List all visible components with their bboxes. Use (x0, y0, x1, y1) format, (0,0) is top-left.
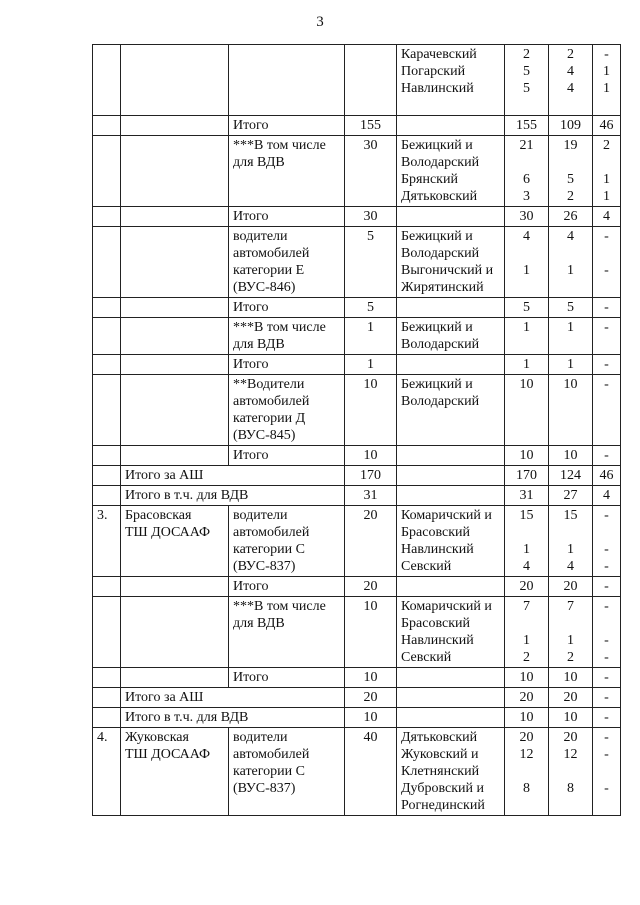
count-b: - (593, 708, 621, 728)
school-name (121, 45, 229, 116)
count-total: 4 1 (505, 227, 549, 298)
plan-total: 31 (345, 486, 397, 506)
count-total: 30 (505, 207, 549, 227)
plan-total: 1 (345, 355, 397, 375)
specialty: водители автомобилей категории С (ВУС-837) (229, 506, 345, 577)
row-number (93, 577, 121, 597)
table-row (93, 136, 621, 207)
table-row (93, 688, 621, 708)
district (397, 355, 505, 375)
district (397, 298, 505, 318)
row-number (93, 298, 121, 318)
plan-total: 10 (345, 375, 397, 446)
school-name (121, 207, 229, 227)
row-number (93, 375, 121, 446)
school-name (121, 446, 229, 466)
count-b: 2 1 1 (593, 136, 621, 207)
plan-total: 20 (345, 506, 397, 577)
school-name (121, 136, 229, 207)
count-total: 15 1 4 (505, 506, 549, 577)
specialty: Итого (229, 446, 345, 466)
plan-total: 10 (345, 708, 397, 728)
district (397, 486, 505, 506)
school-name (121, 298, 229, 318)
table-row (93, 466, 621, 486)
count-total: 20 (505, 688, 549, 708)
row-number (93, 116, 121, 136)
specialty (229, 45, 345, 116)
plan-total: 30 (345, 136, 397, 207)
plan-total: 170 (345, 466, 397, 486)
table-row (93, 207, 621, 227)
table-row (93, 318, 621, 355)
plan-total: 20 (345, 577, 397, 597)
count-b: - (593, 577, 621, 597)
specialty: Итого (229, 668, 345, 688)
table-row (93, 506, 621, 577)
table-row (93, 227, 621, 298)
row-number (93, 207, 121, 227)
count-total: 10 (505, 668, 549, 688)
count-total: 7 1 2 (505, 597, 549, 668)
count-b: 4 (593, 486, 621, 506)
row-number (93, 318, 121, 355)
count-a: 20 12 8 (549, 728, 593, 816)
school-name (121, 597, 229, 668)
count-total: 170 (505, 466, 549, 486)
count-a: 2 4 4 (549, 45, 593, 116)
school-name (121, 355, 229, 375)
plan-total: 30 (345, 207, 397, 227)
district (397, 466, 505, 486)
specialty: ***В том числе для ВДВ (229, 597, 345, 668)
count-a: 1 (549, 355, 593, 375)
school-name (121, 227, 229, 298)
district: Комаричский и Брасовский Навлинский Севский (397, 506, 505, 577)
district: Бежицкий и Володарский (397, 318, 505, 355)
plan-total (345, 45, 397, 116)
plan-total: 5 (345, 298, 397, 318)
count-a: 20 (549, 577, 593, 597)
table-row (93, 116, 621, 136)
count-a: 124 (549, 466, 593, 486)
plan-total: 40 (345, 728, 397, 816)
count-a: 19 5 2 (549, 136, 593, 207)
district (397, 116, 505, 136)
count-total: 1 (505, 318, 549, 355)
row-number (93, 136, 121, 207)
plan-total: 20 (345, 688, 397, 708)
count-a: 1 (549, 318, 593, 355)
count-a: 10 (549, 446, 593, 466)
plan-total: 1 (345, 318, 397, 355)
count-total: 10 (505, 446, 549, 466)
count-a: 27 (549, 486, 593, 506)
district: Бежицкий и Володарский Выгоничский и Жирятинский (397, 227, 505, 298)
count-b: - (593, 298, 621, 318)
row-number: 3. (93, 506, 121, 577)
district (397, 708, 505, 728)
district: Бежицкий и Володарский (397, 375, 505, 446)
count-total: 155 (505, 116, 549, 136)
table-row (93, 668, 621, 688)
count-b: - - (593, 227, 621, 298)
count-total: 20 (505, 577, 549, 597)
school-name: Брасовская ТШ ДОСААФ (121, 506, 229, 577)
count-b: - (593, 446, 621, 466)
plan-total: 5 (345, 227, 397, 298)
count-b: 46 (593, 116, 621, 136)
specialty: Итого (229, 207, 345, 227)
count-total: 31 (505, 486, 549, 506)
table-row (93, 446, 621, 466)
count-a: 5 (549, 298, 593, 318)
row-number (93, 708, 121, 728)
row-number: 4. (93, 728, 121, 816)
specialty: Итого (229, 577, 345, 597)
count-b: - (593, 668, 621, 688)
specialty: Итого (229, 116, 345, 136)
count-b: - (593, 375, 621, 446)
count-total: 1 (505, 355, 549, 375)
specialty: Итого (229, 298, 345, 318)
school-name (121, 668, 229, 688)
specialty: Итого (229, 355, 345, 375)
row-number (93, 597, 121, 668)
specialty: **Водители автомобилей категории Д (ВУС-845) (229, 375, 345, 446)
district (397, 446, 505, 466)
specialty: водители автомобилей категории С (ВУС-837) (229, 728, 345, 816)
count-a: 4 1 (549, 227, 593, 298)
count-a: 26 (549, 207, 593, 227)
school-name (121, 577, 229, 597)
count-a: 7 1 2 (549, 597, 593, 668)
total-label: Итого в т.ч. для ВДВ (121, 486, 345, 506)
total-label: Итого за АШ (121, 466, 345, 486)
school-name (121, 318, 229, 355)
plan-total: 10 (345, 668, 397, 688)
table-row (93, 728, 621, 816)
count-total: 10 (505, 375, 549, 446)
district: Карачевский Погарский Навлинский (397, 45, 505, 116)
district: Бежицкий и Володарский Брянский Дятьковский (397, 136, 505, 207)
count-b: - 1 1 (593, 45, 621, 116)
count-a: 15 1 4 (549, 506, 593, 577)
count-a: 10 (549, 375, 593, 446)
district: Дятьковский Жуковский и Клетнянский Дубровский и Рогнединский (397, 728, 505, 816)
count-a: 10 (549, 668, 593, 688)
count-b: - - - (593, 506, 621, 577)
table-row (93, 597, 621, 668)
row-number (93, 688, 121, 708)
row-number (93, 227, 121, 298)
table-row (93, 486, 621, 506)
school-name (121, 375, 229, 446)
table-row (93, 375, 621, 446)
total-label: Итого за АШ (121, 688, 345, 708)
table-body (93, 45, 621, 816)
table-row (93, 355, 621, 375)
total-label: Итого в т.ч. для ВДВ (121, 708, 345, 728)
count-total: 10 (505, 708, 549, 728)
count-total: 20 12 8 (505, 728, 549, 816)
district (397, 577, 505, 597)
row-number (93, 355, 121, 375)
table-row (93, 298, 621, 318)
count-a: 109 (549, 116, 593, 136)
row-number (93, 446, 121, 466)
row-number (93, 466, 121, 486)
count-b: - (593, 688, 621, 708)
table-row (93, 45, 621, 116)
count-b: - - - (593, 728, 621, 816)
specialty: ***В том числе для ВДВ (229, 318, 345, 355)
count-a: 10 (549, 708, 593, 728)
table-row (93, 708, 621, 728)
count-a: 20 (549, 688, 593, 708)
distribution-table (92, 44, 621, 816)
school-name (121, 116, 229, 136)
specialty: водители автомобилей категории Е (ВУС-846) (229, 227, 345, 298)
plan-total: 10 (345, 597, 397, 668)
count-b: 46 (593, 466, 621, 486)
district (397, 668, 505, 688)
count-total: 2 5 5 (505, 45, 549, 116)
row-number (93, 45, 121, 116)
plan-total: 10 (345, 446, 397, 466)
specialty: ***В том числе для ВДВ (229, 136, 345, 207)
count-b: - (593, 318, 621, 355)
count-total: 5 (505, 298, 549, 318)
plan-total: 155 (345, 116, 397, 136)
school-name: Жуковская ТШ ДОСААФ (121, 728, 229, 816)
district: Комаричский и Брасовский Навлинский Севский (397, 597, 505, 668)
table-row (93, 577, 621, 597)
count-b: 4 (593, 207, 621, 227)
count-total: 21 6 3 (505, 136, 549, 207)
row-number (93, 486, 121, 506)
count-b: - (593, 355, 621, 375)
district (397, 688, 505, 708)
row-number (93, 668, 121, 688)
district (397, 207, 505, 227)
count-b: - - - (593, 597, 621, 668)
page-number: 3 (316, 14, 324, 30)
